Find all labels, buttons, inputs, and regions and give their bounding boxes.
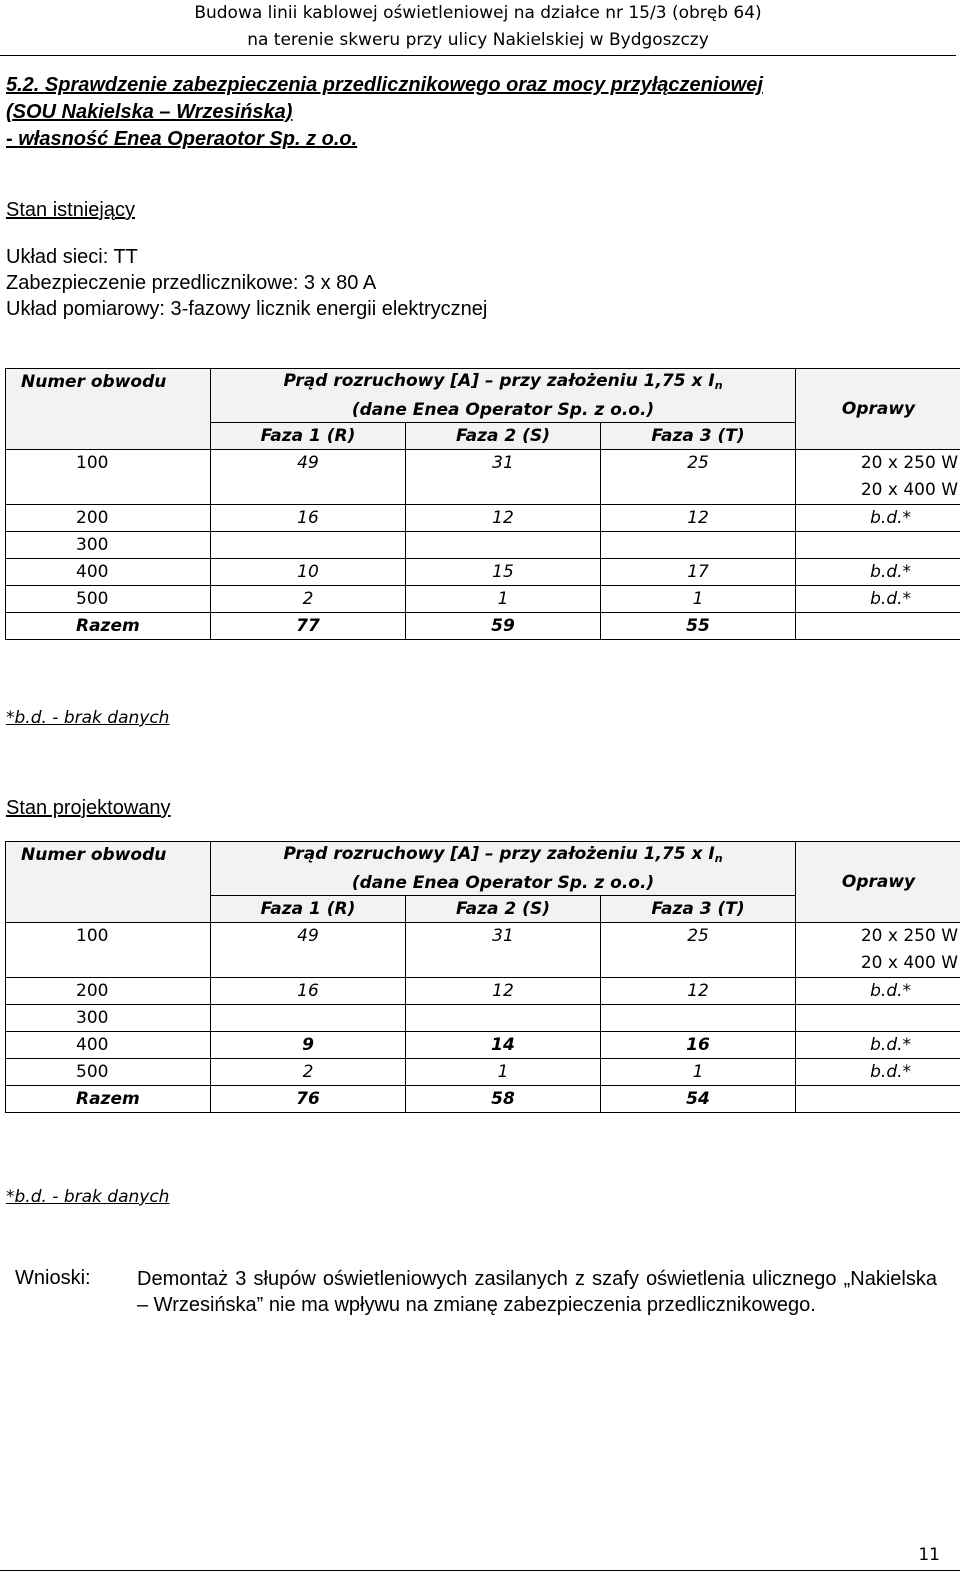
row-phase2: 14: [406, 1032, 601, 1059]
network-type: Układ sieci: TT: [6, 246, 138, 268]
row-phase1: 49: [211, 923, 406, 978]
luminaires-line-2: 20 x 400 W: [860, 953, 959, 973]
row-luminaires: b.d.*: [796, 1059, 960, 1086]
col-current-subscript: n: [714, 379, 723, 392]
col-current-subscript: n: [714, 852, 723, 865]
row-number: 500: [6, 1059, 211, 1086]
footer-divider: [0, 1570, 960, 1571]
row-phase1: 49: [211, 450, 406, 505]
existing-heading: Stan istniejący: [6, 199, 135, 221]
section-title: [6, 72, 763, 153]
row-phase2: [406, 532, 601, 559]
luminaires-line-2: 20 x 400 W: [860, 480, 959, 500]
meter-protection: Zabezpieczenie przedlicznikowe: 3 x 80 A: [6, 272, 377, 294]
row-phase1: 2: [211, 586, 406, 613]
col-current-header: [211, 369, 796, 423]
row-number: 200: [6, 505, 211, 532]
table-row: [6, 505, 960, 532]
conclusions-text: Demontaż 3 słupów oświetleniowych zasilanych z szafy oświetlenia ulicznego „Nakielska – Wrzesińska” nie ma wpływu na zmianę zabezpieczenia przedlicznikowego.: [137, 1268, 937, 1316]
col-current-line-2: (dane Enea Operator Sp. z o.o.): [351, 400, 655, 420]
total-phase2: 58: [406, 1086, 601, 1113]
table-row: [6, 1032, 960, 1059]
total-phase3: 55: [601, 613, 796, 640]
designed-table: [5, 841, 960, 1113]
phase3-header: Faza 3 (T): [601, 896, 796, 923]
col-luminaires-header: Oprawy: [796, 369, 960, 450]
section-title-line-3: - własność Enea Operaotor Sp. z o.o.: [6, 128, 358, 150]
table-row: [6, 978, 960, 1005]
phase3-header: Faza 3 (T): [601, 423, 796, 450]
row-phase2: 1: [406, 1059, 601, 1086]
total-phase1: 77: [211, 613, 406, 640]
col-current-line-1: Prąd rozruchowy [A] – przy założeniu 1,75 x I: [283, 844, 715, 864]
row-phase2: [406, 1005, 601, 1032]
row-phase2: 12: [406, 505, 601, 532]
total-label: Razem: [6, 1086, 211, 1113]
row-phase3: 17: [601, 559, 796, 586]
col-current-line-2: (dane Enea Operator Sp. z o.o.): [351, 873, 655, 893]
row-phase3: 12: [601, 505, 796, 532]
row-luminaires: [796, 450, 960, 505]
total-luminaires: [796, 613, 960, 640]
phase1-header: Faza 1 (R): [211, 896, 406, 923]
table-row: [6, 586, 960, 613]
table-total-row: [6, 1086, 960, 1113]
row-phase1: [211, 532, 406, 559]
table-row: [6, 1005, 960, 1032]
existing-footnote: *b.d. - brak danych: [6, 708, 170, 728]
row-luminaires: b.d.*: [796, 559, 960, 586]
section-title-line-1: 5.2. Sprawdzenie zabezpieczenia przedlicznikowego oraz mocy przyłączeniowej: [6, 74, 763, 96]
row-phase2: 31: [406, 923, 601, 978]
row-number: 100: [6, 923, 211, 978]
row-phase1: 9: [211, 1032, 406, 1059]
header-line-2: na terenie skweru przy ulicy Nakielskiej w Bydgoszczy: [247, 30, 709, 50]
row-luminaires: b.d.*: [796, 505, 960, 532]
phase2-header: Faza 2 (S): [406, 423, 601, 450]
col-current-header: [211, 842, 796, 896]
page-number: 11: [918, 1545, 940, 1565]
row-number: 100: [6, 450, 211, 505]
row-number: 500: [6, 586, 211, 613]
total-phase1: 76: [211, 1086, 406, 1113]
table-row: [6, 1059, 960, 1086]
row-phase3: 12: [601, 978, 796, 1005]
table-row: [6, 450, 960, 505]
table-total-row: [6, 613, 960, 640]
row-number: 400: [6, 559, 211, 586]
row-phase2: 12: [406, 978, 601, 1005]
col-number-header: Numer obwodu: [6, 369, 211, 450]
header-line-1: Budowa linii kablowej oświetleniowej na działce nr 15/3 (obręb 64): [194, 3, 762, 23]
page-header: [0, 0, 956, 56]
row-phase3: 16: [601, 1032, 796, 1059]
total-phase2: 59: [406, 613, 601, 640]
row-phase3: [601, 532, 796, 559]
section-title-line-2: (SOU Nakielska – Wrzesińska): [6, 101, 293, 123]
row-phase1: [211, 1005, 406, 1032]
existing-table: [5, 368, 960, 640]
phase1-header: Faza 1 (R): [211, 423, 406, 450]
row-phase3: 1: [601, 586, 796, 613]
row-number: 200: [6, 978, 211, 1005]
designed-heading: Stan projektowany: [6, 797, 171, 819]
row-phase3: [601, 1005, 796, 1032]
table-row: [6, 532, 960, 559]
table-row: [6, 923, 960, 978]
row-phase2: 1: [406, 586, 601, 613]
row-phase1: 2: [211, 1059, 406, 1086]
total-label: Razem: [6, 613, 211, 640]
row-number: 300: [6, 532, 211, 559]
row-luminaires: [796, 1005, 960, 1032]
row-phase3: 25: [601, 450, 796, 505]
luminaires-line-1: 20 x 250 W: [860, 926, 959, 946]
row-luminaires: b.d.*: [796, 1032, 960, 1059]
row-luminaires: b.d.*: [796, 586, 960, 613]
col-current-line-1: Prąd rozruchowy [A] – przy założeniu 1,75 x I: [283, 371, 715, 391]
metering-system: Układ pomiarowy: 3-fazowy licznik energii elektrycznej: [6, 298, 488, 320]
row-phase1: 16: [211, 978, 406, 1005]
total-luminaires: [796, 1086, 960, 1113]
total-phase3: 54: [601, 1086, 796, 1113]
col-luminaires-header: Oprawy: [796, 842, 960, 923]
row-phase2: 31: [406, 450, 601, 505]
row-luminaires: [796, 532, 960, 559]
row-number: 300: [6, 1005, 211, 1032]
col-number-header: Numer obwodu: [6, 842, 211, 923]
row-phase1: 16: [211, 505, 406, 532]
conclusions-label: Wnioski:: [15, 1267, 91, 1289]
row-luminaires: b.d.*: [796, 978, 960, 1005]
luminaires-line-1: 20 x 250 W: [860, 453, 959, 473]
row-phase3: 1: [601, 1059, 796, 1086]
row-luminaires: [796, 923, 960, 978]
row-phase3: 25: [601, 923, 796, 978]
phase2-header: Faza 2 (S): [406, 896, 601, 923]
row-phase2: 15: [406, 559, 601, 586]
row-phase1: 10: [211, 559, 406, 586]
row-number: 400: [6, 1032, 211, 1059]
designed-footnote: *b.d. - brak danych: [6, 1187, 170, 1207]
table-row: [6, 559, 960, 586]
